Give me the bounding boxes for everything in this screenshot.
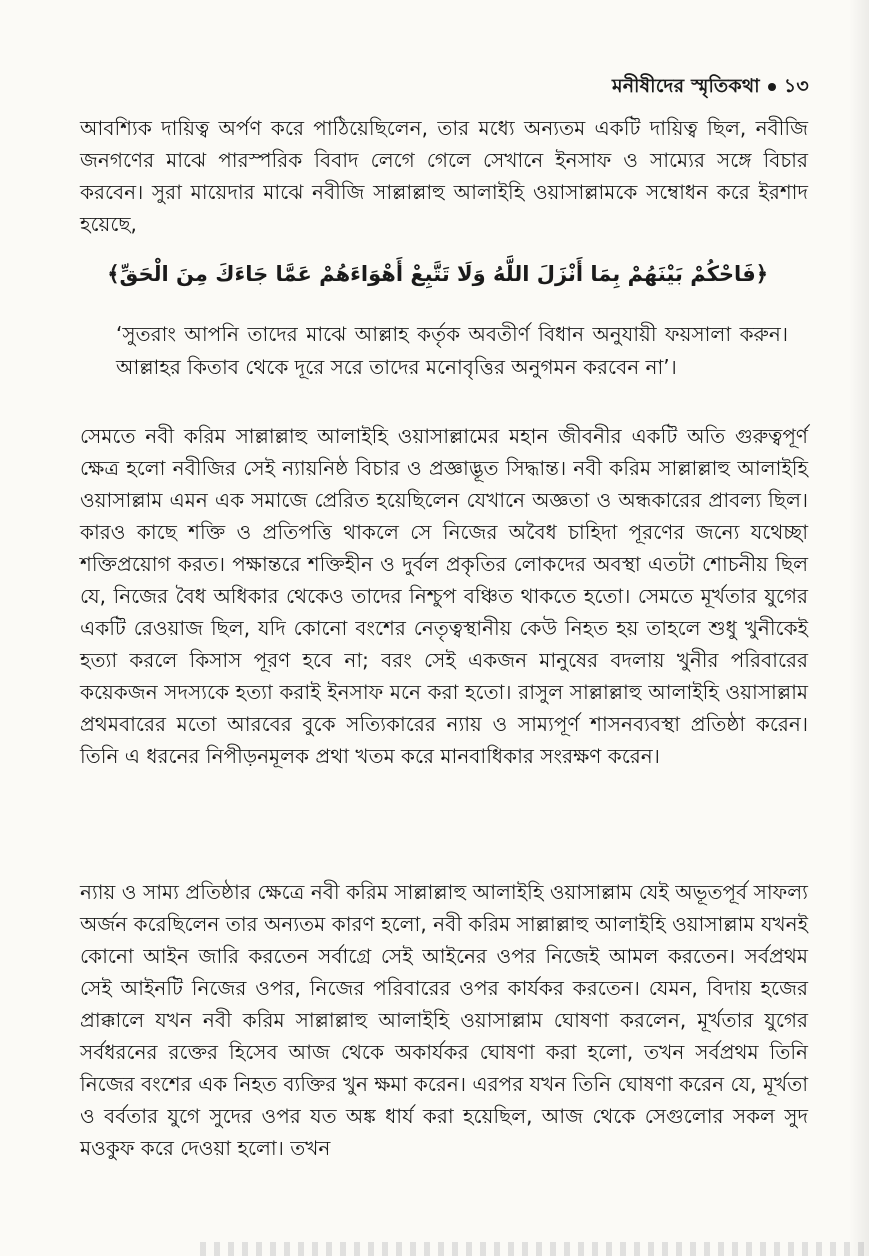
page-number: ১৩: [783, 75, 809, 97]
arabic-verse: ﴿فَاحْكُمْ بَيْنَهُمْ بِمَا أَنْزَلَ اللَّهُ وَلَا تَتَّبِعْ أَهْوَاءَهُمْ عَمَّا جَاءَكَ مِنَ الْحَقِّ﴾: [107, 262, 768, 286]
book-title: মনীষীদের স্মৃতিকথা: [611, 75, 760, 97]
verse-translation: ‘সুতরাং আপনি তাদের মাঝে আল্লাহ কর্তৃক অবতীর্ণ বিধান অনুযায়ী ফয়সালা করুন। আল্লাহর কিতাব থেকে দূরে সরে তাদের মনোবৃত্তির অনুগমন করবেন না’।: [116, 322, 788, 379]
paragraph-2: সেমতে নবী করিম সাল্লাল্লাহু আলাইহি ওয়াসাল্লামের মহান জীবনীর একটি অতি গুরুত্বপূর্ণ ক্ষেত্র হলো নবীজির সেই ন্যায়নিষ্ঠ বিচার ও প্রজ্ঞাদ্ভূত সিদ্ধান্ত। নবী করিম সাল্লাল্লাহু আলাইহি ওয়াসাল্লাম এমন এক সমাজে প্রেরিত হয়েছিলেন যেখানে অজ্ঞতা ও অন্ধকারের প্রাবল্য ছিল। কারও কাছে শক্তি ও প্রতিপত্তি থাকলে সে নিজের অবৈধ চাহিদা পূরণের জন্যে যথেচ্ছা শক্তিপ্রয়োগ করত। পক্ষান্তরে শক্তিহীন ও দুর্বল প্রকৃতির লোকদের অবস্থা এতটা শোচনীয় ছিল যে, নিজের বৈধ অধিকার থেকেও তাদের নিশ্চুপ বঞ্চিত থাকতে হতো। সেমতে মূর্খতার যুগের একটি রেওয়াজ ছিল, যদি কোনো বংশের নেতৃত্বস্থানীয় কেউ নিহত হয় তাহলে শুধু খুনীকেই হত্যা করলে কিসাস পূরণ হবে না; বরং সেই একজন মানুষের বদলায় খুনীর পরিবারের কয়েকজন সদস্যকে হত্যা করাই ইনসাফ মনে করা হতো। রাসুল সাল্লাল্লাহু আলাইহি ওয়াসাল্লাম প্রথমবারের মতো আরবের বুকে সত্যিকারের ন্যায় ও সাম্যপূর্ণ শাসনব্যবস্থা প্রতিষ্ঠা করেন। তিনি এ ধরনের নিপীড়নমূলক প্রথা খতম করে মানবাধিকার সংরক্ষণ করেন।: [80, 424, 808, 768]
paragraph-3: ন্যায় ও সাম্য প্রতিষ্ঠার ক্ষেত্রে নবী করিম সাল্লাল্লাহু আলাইহি ওয়াসাল্লাম যেই অভূতপূর্ব সাফল্য অর্জন করেছিলেন তার অন্যতম কারণ হলো, নবী করিম সাল্লাল্লাহু আলাইহি ওয়াসাল্লাম যখনই কোনো আইন জারি করতেন সর্বাগ্রে সেই আইনের ওপর নিজেই আমল করতেন। সর্বপ্রথম সেই আইনটি নিজের ওপর, নিজের পরিবারের ওপর কার্যকর করতেন। যেমন, বিদায় হজের প্রাক্কালে যখন নবী করিম সাল্লাল্লাহু আলাইহি ওয়াসাল্লাম ঘোষণা করলেন, মূর্খতার যুগের সর্বধরনের রক্তের হিসেব আজ থেকে অকার্যকর ঘোষণা করা হলো, তখন সর্বপ্রথম তিনি নিজের বংশের এক নিহত ব্যক্তির খুন ক্ষমা করেন। এরপর যখন তিনি ঘোষণা করেন যে, মূর্খতা ও বর্বতার যুগে সুদের ওপর যত অঙ্ক ধার্য করা হয়েছিল, আজ থেকে সেগুলোর সকল সুদ মওকুফ করে দেওয়া হলো। তখন: [80, 880, 808, 1160]
running-header: [612, 72, 809, 104]
bottom-ornament: [200, 1242, 869, 1256]
separator-dot: [768, 83, 776, 91]
page-edge-shadow: [849, 0, 869, 1256]
paragraph-1: আবশ্যিক দায়িত্ব অর্পণ করে পাঠিয়েছিলেন, তার মধ্যে অন্যতম একটি দায়িত্ব ছিল, নবীজি জনগণের মাঝে পারস্পরিক বিবাদ লেগে গেলে সেখানে ইনসাফ ও সাম্যের সঙ্গে বিচার করবেন। সুরা মায়েদার মাঝে নবীজি সাল্লাল্লাহু আলাইহি ওয়াসাল্লামকে সম্বোধন করে ইরশাদ হয়েছে,: [80, 116, 808, 236]
